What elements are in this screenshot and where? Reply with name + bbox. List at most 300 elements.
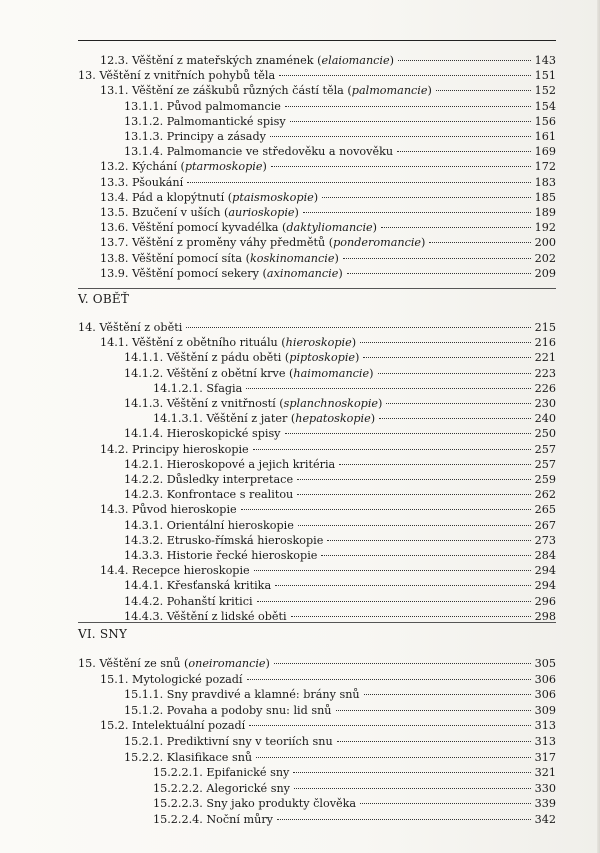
toc-entry-number: 13.3. — [100, 175, 129, 189]
toc-entry-title — [153, 411, 377, 427]
toc-page-number: 200 — [534, 236, 556, 250]
toc-entry[interactable] — [124, 144, 556, 160]
toc-entry[interactable] — [124, 578, 556, 594]
toc-page-number: 339 — [534, 797, 556, 811]
toc-entry-number: 14.3.2. — [124, 533, 164, 547]
toc-entry-text: Mytologické pozadí — [132, 672, 243, 686]
toc-page-number: 215 — [534, 321, 556, 334]
dot-leader — [436, 90, 531, 91]
dot-leader — [386, 403, 530, 404]
toc-entry[interactable] — [100, 190, 556, 206]
toc-entry[interactable] — [100, 175, 556, 191]
toc-entry-title — [153, 781, 292, 797]
dot-leader — [290, 121, 531, 122]
dot-leader — [378, 373, 531, 374]
dot-leader — [186, 327, 530, 328]
toc-entry[interactable] — [153, 765, 556, 781]
toc-entry-number: 14.2.3. — [124, 488, 164, 502]
toc-entry-suffix: ) — [355, 351, 360, 365]
toc-entry[interactable] — [124, 533, 556, 549]
toc-entry-text: Prediktivní sny v teoriích snu — [166, 735, 333, 748]
toc-entry-text: Principy hieroskopie — [132, 442, 249, 456]
toc-entry-title — [124, 533, 325, 549]
toc-entry-number: 14.4.3. — [124, 609, 164, 623]
toc-entry[interactable] — [124, 518, 556, 534]
toc-page-number: 306 — [534, 672, 556, 686]
toc-entry[interactable] — [100, 672, 556, 688]
toc-entry[interactable] — [124, 457, 556, 473]
dot-leader — [246, 388, 530, 389]
toc-entry-title — [100, 53, 396, 69]
toc-page-number: 161 — [534, 130, 556, 143]
toc-entry[interactable] — [78, 320, 556, 336]
toc-entry[interactable] — [100, 502, 556, 518]
toc-entry-term: oneiromancie — [188, 657, 266, 670]
toc-entry-title — [153, 812, 275, 828]
toc-entry-number: 14.1. — [100, 336, 129, 350]
toc-entry-text: Hieroskopové a jejich kritéria — [166, 457, 336, 471]
toc-entry-number: 13. — [78, 69, 96, 83]
toc-entry-number: 13.1.4. — [124, 145, 164, 159]
toc-entry-number: 13.5. — [100, 206, 129, 219]
toc-page-number: 169 — [534, 145, 556, 159]
toc-entry-title — [100, 502, 239, 518]
toc-entry-suffix: ) — [378, 397, 383, 410]
toc-entry-term: hepatoskopie — [295, 412, 371, 426]
toc-entry-title — [124, 518, 296, 534]
toc-entry-suffix: ) — [313, 190, 319, 204]
dot-leader — [285, 433, 531, 434]
toc-entry-number: 13.7. — [100, 236, 129, 250]
toc-page-number: 294 — [534, 579, 556, 593]
toc-entry-text: Věštění z oběti — [99, 321, 183, 334]
dot-leader — [336, 710, 531, 711]
toc-entry[interactable] — [124, 687, 556, 703]
toc-entry-term: piptoskopie — [289, 351, 356, 365]
toc-page-number: 240 — [534, 412, 556, 426]
toc-entry-text: Epifanické sny — [206, 766, 290, 780]
toc-entry-suffix: ) — [427, 84, 432, 98]
dot-leader — [337, 741, 531, 742]
toc-entry-title — [100, 83, 434, 99]
dot-leader — [298, 525, 531, 526]
toc-entry[interactable] — [100, 266, 556, 282]
dot-leader — [241, 509, 531, 510]
toc-entry-title — [100, 190, 320, 206]
dot-leader — [381, 227, 531, 228]
dot-leader — [187, 182, 530, 183]
toc-entry-number: 15.2.2. — [124, 750, 164, 764]
dot-leader — [249, 725, 530, 726]
toc-entry[interactable] — [100, 83, 556, 99]
toc-entry-text: Věštění z lidské oběti — [166, 609, 287, 623]
toc-entry[interactable] — [100, 235, 556, 251]
toc-page-number: 202 — [534, 251, 556, 265]
toc-entry-title — [124, 457, 337, 473]
toc-entry-number: 14.1.3.1. — [153, 412, 203, 426]
toc-page-number: 267 — [534, 518, 556, 532]
toc-entry[interactable] — [100, 442, 556, 458]
toc-entry[interactable] — [124, 350, 556, 366]
toc-entry-text: Věštění pomocí síta ( — [132, 251, 250, 265]
toc-page-number: 313 — [534, 735, 556, 748]
dot-leader — [321, 555, 530, 556]
dot-leader — [303, 212, 531, 213]
dot-leader — [256, 757, 531, 758]
toc-entry[interactable] — [124, 594, 556, 610]
dot-leader — [291, 616, 531, 617]
toc-entry-text: Věštění ze snů ( — [99, 657, 189, 670]
toc-entry-term: hieroskopie — [285, 336, 352, 350]
dot-leader — [429, 242, 530, 243]
toc-entry-text: Alegorické sny — [206, 781, 290, 795]
toc-entry-number: 12.3. — [100, 54, 129, 67]
toc-page-number: 226 — [534, 381, 556, 395]
toc-entry-suffix: ) — [389, 54, 395, 67]
toc-entry-number: 13.4. — [100, 190, 129, 204]
toc-entry-number: 13.1.2. — [124, 114, 164, 128]
toc-entry-text: Pšoukání — [132, 175, 184, 189]
toc-entry-number: 14.3. — [100, 503, 129, 517]
toc-page-number: 192 — [534, 221, 556, 235]
toc-entry-suffix: ) — [372, 221, 378, 235]
section-heading-v: V. OBĚŤ — [78, 292, 130, 306]
toc-entry-term: palmomancie — [351, 84, 428, 98]
section-divider — [78, 288, 556, 289]
toc-page-number: 156 — [534, 114, 556, 128]
toc-entry[interactable] — [78, 68, 556, 84]
toc-entry-number: 14.1.2. — [124, 366, 164, 380]
dot-leader — [322, 197, 531, 198]
toc-entry-suffix: ) — [334, 251, 339, 265]
toc-entry-title — [153, 765, 291, 781]
toc-entry-number: 14.4.2. — [124, 594, 164, 608]
toc-entry-text: Bzučení v uších ( — [132, 206, 229, 219]
toc-entry-text: Křesťanská kritika — [166, 579, 272, 593]
toc-entry[interactable] — [124, 472, 556, 488]
toc-page-number: 151 — [534, 69, 556, 83]
toc-entry-text: Palmomancie ve středověku a novověku — [166, 145, 394, 159]
section-heading-vi: VI. SNY — [78, 627, 128, 641]
toc-entry-number: 15.2.2.3. — [153, 797, 203, 811]
toc-page-number: 317 — [534, 750, 556, 764]
toc-page-number: 143 — [534, 54, 556, 67]
dot-leader — [297, 479, 531, 480]
toc-entry-number: 15.2.2.4. — [153, 813, 203, 826]
toc-entry-title — [124, 144, 395, 160]
toc-entry-title — [78, 656, 272, 672]
toc-page-number: 294 — [534, 564, 556, 578]
toc-page-number: 313 — [534, 719, 556, 733]
toc-entry-number: 14.1.1. — [124, 351, 164, 365]
toc-page-number: 296 — [534, 594, 556, 608]
toc-entry[interactable] — [124, 703, 556, 719]
toc-entry-text: Pád a klopýtnutí ( — [132, 190, 233, 204]
toc-entry-text: Recepce hieroskopie — [132, 564, 250, 578]
toc-entry-title — [100, 672, 245, 688]
toc-entry[interactable] — [100, 205, 556, 221]
toc-entry-number: 13.2. — [100, 160, 129, 174]
toc-entry-text: Původ palmomancie — [166, 99, 281, 113]
toc-page-number: 321 — [534, 766, 556, 780]
toc-entry[interactable] — [100, 251, 556, 267]
toc-entry-number: 14.2. — [100, 442, 129, 456]
toc-entry[interactable] — [100, 718, 556, 734]
toc-entry[interactable] — [100, 220, 556, 236]
dot-leader — [253, 449, 531, 450]
toc-entry-text: Důsledky interpretace — [166, 473, 294, 486]
toc-entry-number: 14.1.4. — [124, 427, 164, 441]
toc-entry[interactable] — [124, 99, 556, 115]
toc-entry-text: Povaha a podoby snu: lid snů — [166, 703, 332, 717]
toc-entry-text: Věštění z jater ( — [206, 412, 296, 426]
toc-entry[interactable] — [124, 750, 556, 766]
toc-page-number: 172 — [534, 160, 556, 174]
toc-entry[interactable] — [100, 53, 556, 69]
toc-entry-number: 13.9. — [100, 266, 129, 280]
toc-entry-text: Principy a zásady — [166, 130, 266, 143]
toc-entry-title — [124, 750, 254, 766]
toc-entry-title — [124, 703, 334, 719]
dot-leader — [254, 570, 531, 571]
toc-page-number: 185 — [534, 190, 556, 204]
toc-entry-text: Konfrontace s realitou — [166, 488, 294, 502]
toc-entry-suffix: ) — [351, 336, 357, 350]
toc-entry-number: 14.2.1. — [124, 457, 164, 471]
toc-entry-number: 14.3.1. — [124, 518, 164, 532]
toc-entry-title — [100, 335, 358, 351]
toc-entry-text: Pohanští kritici — [166, 594, 253, 608]
dot-leader — [285, 106, 531, 107]
dot-leader — [327, 540, 530, 541]
toc-entry-number: 15.1.2. — [124, 703, 164, 717]
toc-entry-title — [100, 718, 247, 734]
toc-entry[interactable] — [124, 114, 556, 130]
toc-entry[interactable] — [78, 656, 556, 672]
dot-leader — [277, 819, 531, 820]
dot-leader — [339, 464, 530, 465]
toc-entry-title — [100, 175, 185, 191]
dot-leader — [297, 494, 530, 495]
toc-page-number: 262 — [534, 488, 556, 502]
toc-entry-text: Sny pravdivé a klamné: brány snů — [166, 688, 360, 702]
dot-leader — [275, 585, 531, 586]
toc-entry-term: ptarmoskopie — [184, 160, 263, 174]
toc-entry-suffix: ) — [265, 657, 270, 670]
toc-entry[interactable] — [124, 396, 556, 412]
toc-entry[interactable] — [124, 426, 556, 442]
toc-page-number: 223 — [534, 366, 556, 380]
toc-entry-title — [100, 563, 252, 579]
toc-entry[interactable] — [100, 563, 556, 579]
toc-page-number: 305 — [534, 657, 556, 670]
toc-entry-title — [78, 320, 184, 336]
toc-entry-text: Hieroskopické spisy — [166, 427, 281, 441]
toc-entry-number: 14.3.3. — [124, 549, 164, 562]
toc-entry-text: Sfagia — [206, 381, 243, 395]
toc-entry-term: ponderomancie — [333, 236, 422, 250]
toc-page-number: 154 — [534, 99, 556, 113]
toc-entry-title — [124, 426, 283, 442]
toc-entry-number: 13.1. — [100, 84, 129, 98]
toc-entry-number: 15.2.2.1. — [153, 766, 203, 780]
toc-page-number: 257 — [534, 442, 556, 456]
dot-leader — [364, 694, 531, 695]
toc-entry-title — [124, 548, 319, 564]
toc-page-number: 250 — [534, 427, 556, 441]
toc-entry-suffix: ) — [421, 236, 426, 250]
toc-entry-number: 13.1.3. — [124, 130, 164, 143]
toc-entry[interactable] — [124, 129, 556, 145]
toc-entry[interactable] — [153, 411, 556, 427]
toc-entry-term: daktyliomancie — [286, 221, 373, 235]
toc-entry-title — [100, 159, 269, 175]
dot-leader — [363, 357, 530, 358]
toc-entry-title — [124, 396, 384, 412]
toc-entry-title — [124, 350, 361, 366]
toc-entry-text: Palmomantické spisy — [166, 114, 286, 128]
toc-entry-number: 13.6. — [100, 221, 129, 235]
dot-leader — [343, 258, 531, 259]
toc-page-number: 216 — [534, 336, 556, 350]
toc-entry-text: Věštění ze záškubů různých částí těla ( — [132, 84, 352, 98]
toc-entry-term: ptaismoskopie — [232, 190, 314, 204]
dot-leader — [360, 803, 531, 804]
toc-entry-text: Věštění z vnitřností ( — [166, 397, 284, 410]
toc-entry-term: axinomancie — [266, 266, 339, 280]
toc-entry-number: 13.8. — [100, 251, 129, 265]
toc-entry[interactable] — [100, 159, 556, 175]
toc-page-number: 298 — [534, 609, 556, 623]
dot-leader — [294, 788, 531, 789]
toc-entry-term: haimomancie — [293, 366, 370, 380]
toc-entry-number: 15.2.1. — [124, 735, 164, 748]
toc-entry[interactable] — [153, 781, 556, 797]
toc-entry-number: 14.1.2.1. — [153, 381, 203, 395]
toc-entry-number: 14.4. — [100, 564, 129, 578]
dot-leader — [398, 60, 531, 61]
toc-page-number: 273 — [534, 533, 556, 547]
toc-entry-title — [153, 381, 244, 397]
toc-page-number: 189 — [534, 206, 556, 219]
dot-leader — [379, 418, 531, 419]
toc-page-number: 306 — [534, 688, 556, 702]
toc-entry-text: Věštění pomocí sekery ( — [132, 266, 267, 280]
toc-entry-suffix: ) — [262, 160, 267, 174]
toc-entry-text: Původ hieroskopie — [132, 503, 237, 517]
toc-entry-suffix: ) — [369, 366, 374, 380]
dot-leader — [257, 601, 531, 602]
toc-entry-number: 15.1. — [100, 672, 129, 686]
toc-entry-suffix: ) — [370, 412, 376, 426]
toc-entry-title — [124, 114, 288, 130]
toc-entry-term: aurioskopie — [228, 206, 295, 219]
toc-entry-number: 14.2.2. — [124, 473, 164, 486]
toc-page-number: 257 — [534, 457, 556, 471]
toc-entry-title — [100, 266, 345, 282]
toc-entry-text: Kýchání ( — [132, 160, 185, 174]
toc-entry-title — [124, 578, 273, 594]
toc-entry-number: 15.1.1. — [124, 688, 164, 702]
toc-entry[interactable] — [124, 366, 556, 382]
toc-entry-title — [100, 251, 341, 267]
toc-entry-text: Věštění z obětního rituálu ( — [132, 336, 286, 350]
toc-entry[interactable] — [124, 734, 556, 750]
toc-entry-text: Věštění pomocí kyvadélka ( — [132, 221, 287, 235]
toc-entry-title — [124, 594, 255, 610]
dot-leader — [293, 772, 530, 773]
dot-leader — [360, 342, 531, 343]
toc-entry-suffix: ) — [338, 266, 343, 280]
toc-entry[interactable] — [153, 812, 556, 828]
toc-entry-term: koskinomancie — [249, 251, 335, 265]
toc-entry-text: Věštění z obětní krve ( — [166, 366, 294, 380]
toc-entry-number: 15.2.2.2. — [153, 781, 203, 795]
toc-entry-number: 13.1.1. — [124, 99, 164, 113]
dot-leader — [279, 75, 530, 76]
toc-entry-text: Věštění z vnitřních pohybů těla — [99, 69, 276, 83]
toc-entry-text: Intelektuální pozadí — [132, 719, 246, 733]
toc-entry-title — [78, 68, 277, 84]
toc-entry-title — [124, 99, 283, 115]
toc-entry-title — [124, 487, 295, 503]
toc-entry-number: 14.4.1. — [124, 579, 164, 593]
toc-entry-number: 15. — [78, 657, 96, 670]
toc-entry-title — [124, 366, 376, 382]
toc-entry[interactable] — [153, 796, 556, 812]
toc-entry-text: Věštění z proměny váhy předmětů ( — [132, 236, 334, 250]
toc-entry-title — [100, 235, 427, 251]
dot-leader — [347, 273, 531, 274]
toc-entry-suffix: ) — [294, 206, 299, 219]
toc-page-number: 230 — [534, 397, 556, 410]
toc-entry-number: 15.2. — [100, 719, 129, 733]
toc-entry-text: Historie řecké hieroskopie — [166, 549, 318, 562]
toc-entry-title — [124, 687, 362, 703]
toc-page-number: 152 — [534, 84, 556, 98]
toc-entry-title — [124, 129, 268, 145]
toc-page-number: 259 — [534, 473, 556, 486]
dot-leader — [397, 151, 531, 152]
toc-page-number: 342 — [534, 813, 556, 826]
toc-entry-term: splanchnoskopie — [283, 397, 379, 410]
toc-page-number: 265 — [534, 503, 556, 517]
toc-page-number: 309 — [534, 703, 556, 717]
toc-page-number: 221 — [534, 351, 556, 365]
toc-page-number: 183 — [534, 175, 556, 189]
toc-entry-text: Věštění z pádu oběti ( — [166, 351, 290, 365]
toc-entry-number: 14. — [78, 321, 96, 334]
toc-entry-title — [100, 220, 379, 236]
dot-leader — [247, 679, 531, 680]
toc-entry[interactable] — [124, 487, 556, 503]
toc-entry-title — [100, 442, 251, 458]
toc-entry-text: Klasifikace snů — [166, 750, 253, 764]
dot-leader — [274, 663, 531, 664]
toc-entry-text: Etrusko-římská hieroskopie — [166, 533, 324, 547]
toc-entry-title — [100, 205, 301, 221]
dot-leader — [271, 166, 531, 167]
toc-entry-title — [153, 796, 358, 812]
toc-entry[interactable] — [100, 335, 556, 351]
toc-entry-term: elaiomancie — [321, 54, 390, 67]
toc-entry-text: Noční můry — [206, 813, 274, 826]
section-divider — [78, 622, 556, 623]
toc-entry[interactable] — [124, 548, 556, 564]
toc-entry-text: Sny jako produkty člověka — [206, 797, 357, 811]
toc-page-number: 330 — [534, 781, 556, 795]
toc-entry[interactable] — [153, 381, 556, 397]
